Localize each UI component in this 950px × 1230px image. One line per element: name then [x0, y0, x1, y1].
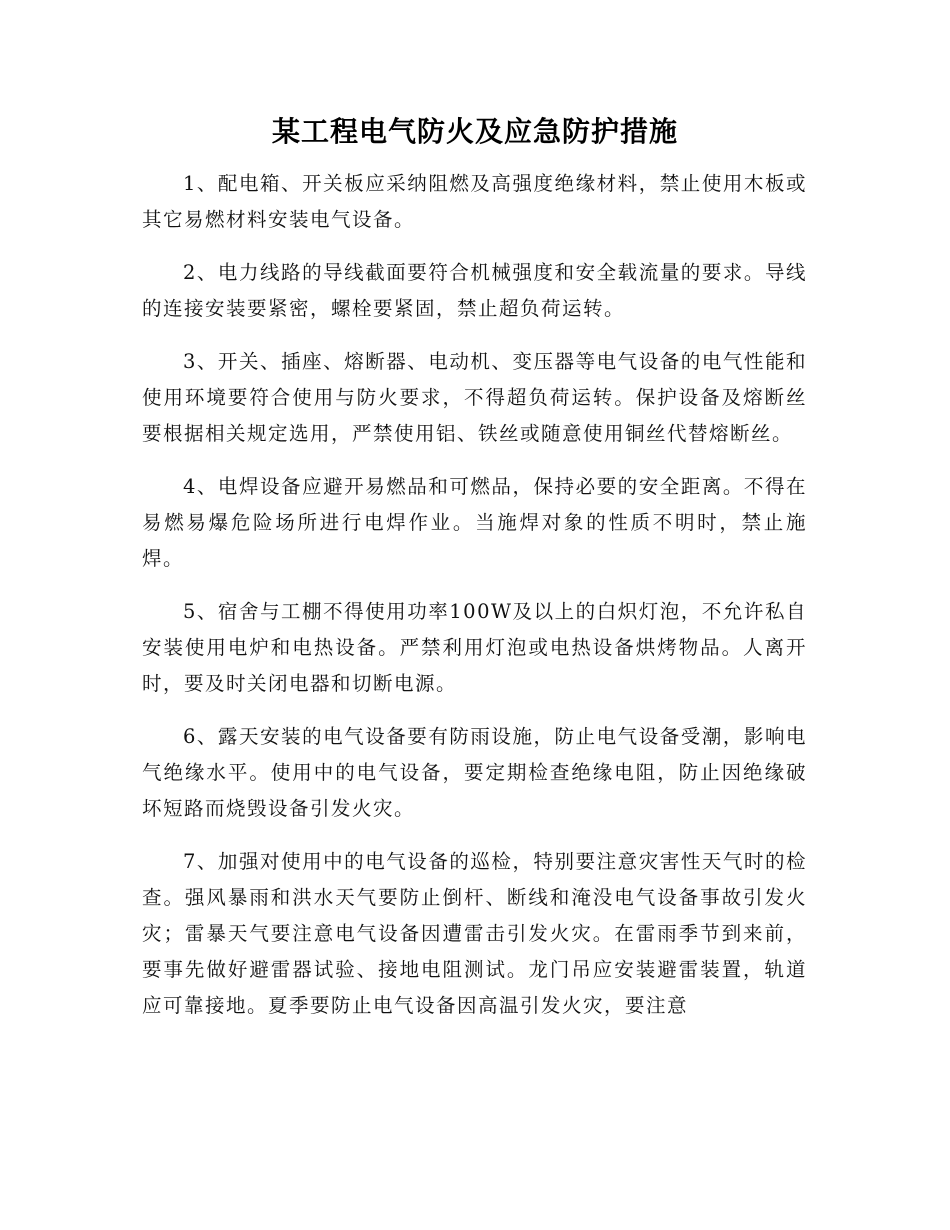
document-title: 某工程电气防火及应急防护措施 — [271, 115, 678, 148]
paragraph-4: 4、电焊设备应避开易燃品和可燃品，保持必要的安全距离。不得在易燃易爆危险场所进行电焊作业。当施焊对象的性质不明时，禁止施焊。 — [142, 475, 807, 570]
document-body — [142, 166, 807, 1041]
paragraph-7: 7、加强对使用中的电气设备的巡检，特别要注意灾害性天气时的检查。强风暴雨和洪水天气要防止倒杆、断线和淹没电气设备事故引发火灾；雷暴天气要注意电气设备因遭雷击引发火灾。在雷雨季节到来前，要事先做好避雷器试验、接地电阻测试。龙门吊应安装避雷装置，轨道应可靠接地。夏季要防止电气设备因高温引发火灾，要注意 — [142, 850, 807, 1017]
paragraph-3: 3、开关、插座、熔断器、电动机、变压器等电气设备的电气性能和使用环境要符合使用与防火要求，不得超负荷运转。保护设备及熔断丝要根据相关规定选用，严禁使用铝、铁丝或随意使用铜丝代替熔断丝。 — [142, 350, 807, 445]
paragraph-5: 5、宿舍与工棚不得使用功率100W及以上的白炽灯泡，不允许私自安装使用电炉和电热设备。严禁利用灯泡或电热设备烘烤物品。人离开时，要及时关闭电器和切断电源。 — [142, 600, 807, 695]
paragraph-2: 2、电力线路的导线截面要符合机械强度和安全载流量的要求。导线的连接安装要紧密，螺栓要紧固，禁止超负荷运转。 — [142, 261, 807, 320]
paragraph-1: 1、配电箱、开关板应采纳阻燃及高强度绝缘材料，禁止使用木板或其它易燃材料安装电气设备。 — [142, 172, 807, 231]
paragraph-6: 6、露天安装的电气设备要有防雨设施，防止电气设备受潮，影响电气绝缘水平。使用中的电气设备，要定期检查绝缘电阻，防止因绝缘破坏短路而烧毁设备引发火灾。 — [142, 725, 807, 820]
